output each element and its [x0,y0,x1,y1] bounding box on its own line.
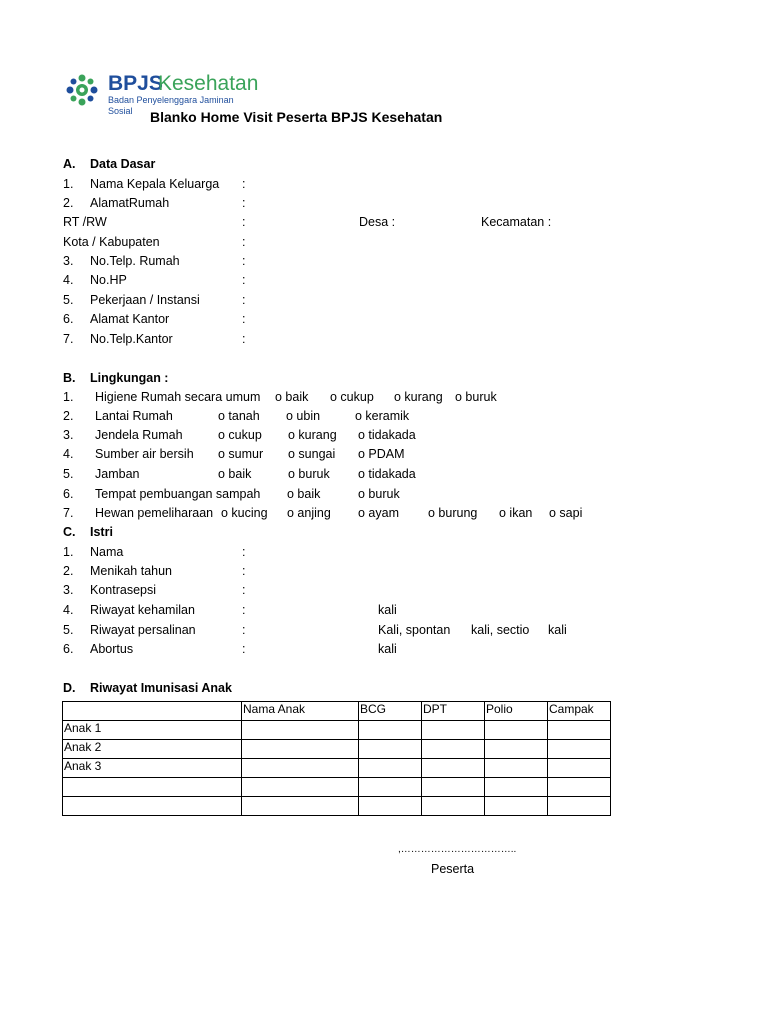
table-cell[interactable] [485,759,548,778]
b-row-3-num: 3. [63,428,74,442]
c-row-2-label: Menikah tahun [90,564,173,578]
table-cell[interactable] [422,721,485,740]
section-c-heading: Istri [90,525,113,539]
b-row-7-option-3: o ayam [358,506,399,520]
table-cell[interactable] [242,797,359,816]
a-row-5-num: 5. [63,293,74,307]
c-row-4-kali: kali [378,603,397,617]
b-row-1-option-3: o kurang [394,390,443,404]
a-row-1-num: 1. [63,177,74,191]
b-row-5-label: Jamban [95,467,140,481]
table-cell[interactable] [485,778,548,797]
c-row-5-colon: : [242,623,246,637]
b-row-2-option-1: o tanah [218,409,260,423]
c-row-1-label: Nama [90,545,124,559]
table-header-cell: DPT [422,702,485,721]
section-d-number: D. [63,681,76,695]
bpjs-logo [66,72,259,116]
table-cell[interactable] [242,740,359,759]
table-cell[interactable] [422,740,485,759]
table-header-cell: Polio [485,702,548,721]
b-row-7-label: Hewan pemeliharaan [95,506,214,520]
immunization-table [62,701,611,816]
b-row-1-option-2: o cukup [330,390,374,404]
b-row-1-label: Higiene Rumah secara umum [95,390,261,404]
b-row-6-label: Tempat pembuangan sampah [95,487,261,501]
table-row [63,778,611,797]
b-row-4-option-3: o PDAM [358,447,405,461]
c-row-5-label: Riwayat persalinan [90,623,196,637]
section-b-number: B. [63,371,76,385]
table-cell[interactable] [548,759,611,778]
a-row-kecamatan-label: Kecamatan : [481,215,552,229]
table-cell[interactable] [63,778,242,797]
table-header-row [63,702,611,721]
b-row-1-num: 1. [63,390,74,404]
table-cell[interactable] [359,797,422,816]
b-row-3-option-3: o tidakada [358,428,416,442]
section-c-number: C. [63,525,76,539]
b-row-1-option-4: o buruk [455,390,497,404]
a-row-7-label: No.Telp.Kantor [90,332,173,346]
section-d-heading: Riwayat Imunisasi Anak [90,681,232,695]
c-row-4-num: 4. [63,603,74,617]
table-cell[interactable] [242,721,359,740]
table-cell[interactable] [63,797,242,816]
table-cell: Anak 3 [63,759,242,778]
c-row-5-kali-sectio: kali, sectio [471,623,530,637]
b-row-7-option-1: o kucing [221,506,268,520]
table-header-cell: Campak [548,702,611,721]
table-cell[interactable] [422,778,485,797]
a-row-rtrw-label: RT /RW [63,215,107,229]
b-row-2-num: 2. [63,409,74,423]
section-b-heading: Lingkungan : [90,371,169,385]
section-a-number: A. [63,157,76,171]
table-cell[interactable] [485,797,548,816]
c-row-6-kali: kali [378,642,397,656]
table-row [63,721,611,740]
c-row-3-colon: : [242,583,246,597]
table-header-cell: Nama Anak [242,702,359,721]
b-row-7-option-2: o anjing [287,506,331,520]
table-cell[interactable] [422,759,485,778]
b-row-6-num: 6. [63,487,74,501]
b-row-5-option-2: o buruk [288,467,330,481]
a-row-5-colon: : [242,293,246,307]
c-row-6-colon: : [242,642,246,656]
a-row-4-num: 4. [63,273,74,287]
c-row-2-colon: : [242,564,246,578]
logo-brand-bpjs: BPJS [108,72,163,95]
b-row-4-option-2: o sungai [288,447,336,461]
document-title: Blanko Home Visit Peserta BPJS Kesehatan [150,109,443,125]
a-row-rtrw-colon: : [242,215,246,229]
table-cell[interactable] [359,740,422,759]
table-cell: Anak 1 [63,721,242,740]
b-row-7-option-6: o sapi [549,506,583,520]
c-row-6-label: Abortus [90,642,134,656]
a-row-7-colon: : [242,332,246,346]
a-row-7-num: 7. [63,332,74,346]
a-row-kota-label: Kota / Kabupaten [63,235,160,249]
b-row-2-label: Lantai Rumah [95,409,173,423]
c-row-5-num: 5. [63,623,74,637]
c-row-1-colon: : [242,545,246,559]
logo-brand-kesehatan: Kesehatan [158,72,259,95]
b-row-3-option-2: o kurang [288,428,337,442]
b-row-4-option-1: o sumur [218,447,264,461]
b-row-3-label: Jendela Rumah [95,428,183,442]
table-row [63,759,611,778]
table-cell[interactable] [242,759,359,778]
signature-label: Peserta [431,862,475,876]
b-row-7-num: 7. [63,506,74,520]
a-row-3-label: No.Telp. Rumah [90,254,180,268]
logo-subtitle: Badan Penyelenggara Jaminan Sosial [108,95,234,116]
c-row-1-num: 1. [63,545,74,559]
c-row-3-num: 3. [63,583,74,597]
b-row-3-option-1: o cukup [218,428,262,442]
c-row-2-num: 2. [63,564,74,578]
c-row-4-colon: : [242,603,246,617]
a-row-3-colon: : [242,254,246,268]
a-row-1-label: Nama Kepala Keluarga [90,177,220,191]
c-row-3-label: Kontrasepsi [90,583,157,597]
bpjs-logo-icon [66,74,98,106]
b-row-5-option-1: o baik [218,467,252,481]
signature-date-line: ,…………………………….. [398,844,517,855]
a-row-2-colon: : [242,196,246,210]
b-row-6-option-2: o buruk [358,487,400,501]
table-header-cell [63,702,242,721]
table-cell[interactable] [422,797,485,816]
a-row-kota-colon: : [242,235,246,249]
a-row-2-num: 2. [63,196,74,210]
table-cell[interactable] [485,740,548,759]
table-cell[interactable] [359,759,422,778]
a-row-5-label: Pekerjaan / Instansi [90,293,200,307]
table-cell[interactable] [359,778,422,797]
b-row-4-label: Sumber air bersih [95,447,194,461]
b-row-7-option-4: o burung [428,506,478,520]
a-row-2-label: AlamatRumah [90,196,170,210]
a-row-4-colon: : [242,273,246,287]
b-row-4-num: 4. [63,447,74,461]
table-cell[interactable] [242,778,359,797]
a-row-3-num: 3. [63,254,74,268]
table-cell[interactable] [548,721,611,740]
a-row-1-colon: : [242,177,246,191]
a-row-4-label: No.HP [90,273,127,287]
b-row-2-option-3: o keramik [355,409,410,423]
a-row-6-colon: : [242,312,246,326]
b-row-2-option-2: o ubin [286,409,321,423]
table-cell[interactable] [548,778,611,797]
table-cell[interactable] [359,721,422,740]
table-row [63,797,611,816]
c-row-5-kali-spontan: Kali, spontan [378,623,451,637]
table-cell: Anak 2 [63,740,242,759]
a-row-6-num: 6. [63,312,74,326]
b-row-7-option-5: o ikan [499,506,533,520]
table-header-cell: BCG [359,702,422,721]
b-row-6-option-1: o baik [287,487,321,501]
b-row-5-option-3: o tidakada [358,467,416,481]
b-row-5-num: 5. [63,467,74,481]
a-row-desa-label: Desa : [359,215,396,229]
table-cell[interactable] [548,797,611,816]
b-row-1-option-1: o baik [275,390,309,404]
c-row-5-kali: kali [548,623,567,637]
c-row-4-label: Riwayat kehamilan [90,603,195,617]
c-row-6-num: 6. [63,642,74,656]
table-cell[interactable] [485,721,548,740]
section-a-heading: Data Dasar [90,157,156,171]
table-row [63,740,611,759]
table-cell[interactable] [548,740,611,759]
a-row-6-label: Alamat Kantor [90,312,170,326]
